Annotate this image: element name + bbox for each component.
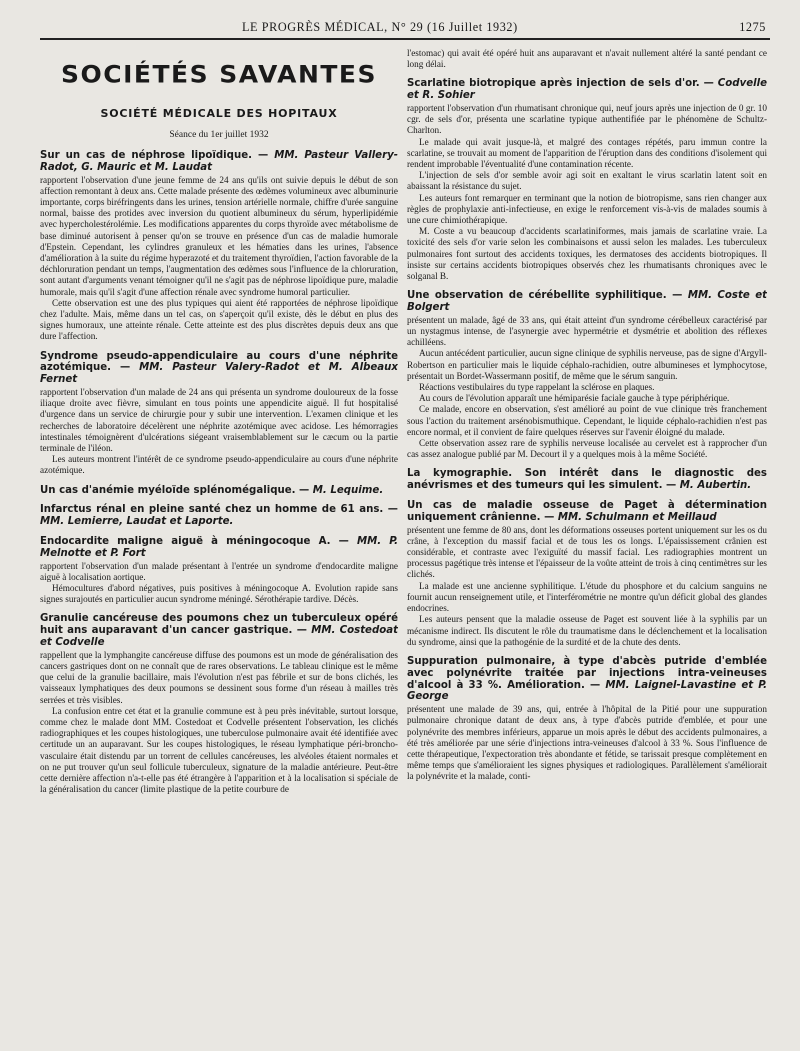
article-authors: MM. Pasteur Vallery-Radot, G. Mauric et M. Laudat (40, 150, 398, 173)
article-heading (407, 468, 767, 492)
article-paragraph: présentent une femme de 80 ans, dont les déformations osseuses portent uniquement sur les os du crâne, à l'exception du massif facial et de tous les os longs. L'épaississement crânien est considérable, et contraste avec l'exiguïté du massif facial. Les radiographies montrent un processus pagétique très intense et l'épaisseur de la voûte atteint de trois à cinq centimètres sur les clichés. (407, 524, 767, 580)
right-column (407, 48, 767, 1038)
article-title: Un cas d'anémie myéloïde splénomégalique. — (40, 484, 310, 496)
article-paragraph: Le malade qui avait jusque-là, et malgré des contages répétés, paru immun contre la scarlatine, se trouvait au moment de l'apparition de l'éruption dans des conditions d'isolement qui rendent improbable l'éventualité d'une contamination récente. (407, 136, 767, 170)
continuation-paragraph: l'estomac) qui avait été opéré huit ans auparavant et n'avait nullement altéré la santé pendant ce long délai. (407, 48, 767, 70)
article-authors: MM. Laignel-Lavastine et P. George (407, 679, 767, 703)
left-articles (40, 150, 398, 795)
article-paragraph: Les auteurs montrent l'intérêt de ce syndrome pseudo-appendiculaire au cours d'une néphrite azotémique. (40, 454, 398, 476)
article-heading (407, 78, 767, 102)
article-paragraph: présentent une malade de 39 ans, qui, entrée à l'hôpital de la Pitié pour une suppuration pulmonaire chronique datant de deux ans, à type d'abcès putride d'emblée, et pour une polynévrite des membres inférieurs, apparue un mois après le début des accidents pulmonaires, a été très améliorée par une série d'injections intra-veineuses d'alcool à 33 %. Sous l'influence de cette thérapeutique, l'expectoration très abondante et fétide, se tarissait presque complètement en même temps que s'amélioraient les signes physiques et radiologiques. Parallèlement s'améliorait la polynévrite et la malade, conti- (407, 704, 767, 782)
running-head (40, 18, 770, 40)
right-articles (407, 78, 767, 782)
article (40, 536, 398, 605)
article-title: Granulie cancéreuse des poumons chez un tuberculeux opéré huit ans auparavant d'un cancer gastrique. — (40, 613, 398, 637)
article-title: Syndrome pseudo-appendiculaire au cours d'une néphrite azotémique. — (40, 350, 398, 374)
article-authors: MM. Lemierre, Laudat et Laporte. (40, 516, 234, 528)
article-paragraph: M. Coste a vu beaucoup d'accidents scarlatiniformes, mais jamais de scarlatine vraie. La toxicité des sels d'or varie selon les combinaisons et aussi selon les malades. Les tuberculeux pulmonaires font surtout des accidents toxiques, les dermatoses des accidents biotropiques. Il insiste sur certains accidents biotropiques observés chez les rhumatisants chroniques avec le solganal B. (407, 226, 767, 282)
article-paragraph: Réactions vestibulaires du type rappelant la sclérose en plaques. (419, 382, 655, 393)
society-title: SOCIÉTÉ MÉDICALE DES HOPITAUX (100, 107, 338, 120)
article-paragraph: Aucun antécédent particulier, aucun signe clinique de syphilis nerveuse, pas de signe d'Argyll-Robertson en particulier mais le liquide céphalo-rachidien, outre albumineses et lymphocytose, présentait un Bordet-Wassermann positif, de même que le sérum sanguin. (407, 348, 767, 381)
article-paragraph: Cette observation est une des plus typiques qui aient été rapportées de néphrose lipoïdique chez l'adulte. Mais, même dans un tel cas, on s'aperçoit qu'il existe, dès le début en plus des signes humoraux, une atteinte rénale. Cette atteinte est des plus discrètes depuis deux ans que dure l'affection. (40, 297, 398, 342)
article-paragraph: Au cours de l'évolution apparaît une hémiparésie faciale gauche à type périphérique. (419, 393, 730, 404)
journal-title: LE PROGRÈS MÉDICAL, N° 29 (16 Juillet 1932) (242, 20, 518, 34)
article-title: Une observation de cérébellite syphilitique. — (407, 290, 683, 302)
article-paragraph: présentent un malade, âgé de 33 ans, qui était atteint d'un syndrome cérébelleux caractérisé par un nystagmus intense, de l'asynergie avec hypermétrie et dysmétrie et abolition des réflexes achilléens. (407, 314, 767, 348)
article (40, 351, 398, 477)
article-title: La kymographie. Son intérêt dans le diagnostic des anévrismes et des tumeurs qui les simulent. — (407, 468, 767, 492)
article-heading (40, 504, 398, 528)
article-paragraph: Ce malade, encore en observation, s'est amélioré au point de vue clinique très franchement sous l'action du traitement arsénobismuthique. Cependant, le liquide céphalo-rachidien n'est pas encore normal, et il convient de faire quelques réserves sur l'avenir éloigné du malade. (407, 404, 767, 437)
article-title: Suppuration pulmonaire, à type d'abcès putride d'emblée avec polynévrite traitée par injections intra-veineuses d'alcool à 33 %. Amélioration. — (407, 655, 767, 691)
article-paragraph: L'injection de sels d'or semble avoir agi soit en exaltant le virus scarlatin latent soit en abaissant la résistance du sujet. (407, 170, 767, 192)
article-heading (40, 485, 398, 497)
article (40, 504, 398, 528)
article-paragraph: Les auteurs font remarquer en terminant que la notion de biotropisme, sans rien changer aux règles de prophylaxie anti-infectieuse, en exige le renforcement vis-à-vis de malades soumis à une cure chimiothérapique. (407, 192, 767, 226)
article-heading (407, 290, 767, 314)
article-authors: Codvelle et R. Sohier (407, 78, 767, 102)
article-heading (40, 613, 398, 648)
article-authors: MM. Pasteur Valery-Radot et M. Albeaux Fernet (40, 362, 398, 386)
article-authors: M. Aubertin. (679, 480, 752, 492)
article-title: Sur un cas de néphrose lipoïdique. — (40, 150, 269, 161)
article (40, 150, 398, 343)
article (407, 290, 767, 460)
article-paragraph: rapportent l'observation d'un rhumatisant chronique qui, neuf jours après une injection de 0 gr. 10 cgr. de sels d'or, présenta une scarlatine typique authentifiée par le phénomène de Schultz-Charlton. (407, 103, 767, 136)
article-authors: M. Lequime. (312, 484, 384, 496)
article-title: Endocardite maligne aiguë à méningocoque A. — (40, 536, 349, 548)
continuation-text (407, 48, 767, 70)
article-paragraph: rappellent que la lymphangite cancéreuse diffuse des poumons est un mode de généralisation des cancers gastriques dont on ne connaît que de rares observations. Le tableau clinique est le même que celui de la granulie bacillaire, mais l'évolution n'est pas fébrile et sur de bons clichés, les vaisseaux lymphatiques des deux poumons se dessinent sous forme d'un réseau à mailles très serrées et très visibles. (40, 649, 398, 705)
article-paragraph: Les auteurs pensent que la maladie osseuse de Paget est souvent liée à la syphilis par un mécanisme indirect. Ils discutent le rôle du traumatisme dans le déclenchement et la localisation du syndrome, ainsi que la pathogénie de la surdité et de la chute des dents. (407, 614, 767, 647)
article (407, 656, 767, 783)
article-paragraph: rapportent l'observation d'un malade présentant à l'entrée un syndrome d'endocardite maligne aiguë à localisation aortique. (40, 560, 398, 582)
article (407, 500, 767, 648)
left-column (40, 48, 398, 1038)
article-title: Infarctus rénal en pleine santé chez un homme de 61 ans. — (40, 504, 398, 516)
article-authors: MM. Coste et Bolgert (407, 290, 767, 314)
article-heading (40, 351, 398, 386)
article (407, 78, 767, 282)
article (40, 485, 398, 497)
article-heading (407, 656, 767, 703)
article-paragraph: Cette observation assez rare de syphilis nerveuse localisée au cervelet est à rapprocher d'un cas assez analogue publié par M. Decourt il y a quelques mois à la même Société. (407, 438, 767, 460)
page-number: 1275 (739, 20, 766, 34)
article-authors: MM. Schulmann et Meillaud (557, 511, 717, 523)
session-date: Séance du 1er juillet 1932 (169, 130, 269, 140)
article-paragraph: rapportent l'observation d'une jeune femme de 24 ans qu'ils ont suivie depuis le début de son affection remontant à deux ans. Cette malade présente des œdèmes volumineux avec albuminurie importante, corps biréfringents dans les urines, tension artérielle normale, chiffre d'urée sanguine normal, baisse des protides avec inversion du quotient albumineux du sérum, hyperlipidémie avec hypercholestérolémie. Les modifications apparentes du corps thyroïde avec métabolisme de base diminué autorisent à penser qu'on se trouve en présence d'un cas de maladie humorale d'Epstein. Cependant, les cylindres granuleux et les hématies dans les urines, l'absence d'amélioration à la suite du régime hyperazoté et du traitement thyroïdien, l'action favorable de la déchloruration pendant un temps, l'augmentation des œdèmes sous l'influence de la chloruration, sont autant d'arguments venant témoigner qu'il ne s'agit pas de néphrose lipoïdique pure, maladie humorale, mais qu'il s'agit d'une affection rénale avec syndrome humoral particulier. (40, 174, 398, 297)
article (40, 613, 398, 795)
article-paragraph: La confusion entre cet état et la granulie commune est à peu près inévitable, surtout lorsque, comme chez le malade dont MM. Costedoat et Codvelle présentent l'observation, les clichés radiographiques et les coupes histologiques, une tuberculose pulmonaire avait été identifiée avec certitude un an auparavant. Sur les coupes histologiques, le réseau lymphatique péri-broncho-vasculaire était distendu par un torrent de cellules cancéreuses, les alvéoles étaient normales et on ne put trouver qu'un seul follicule tuberculeux, signature de la maladie antérieure. Peut-être cette dernière affection n'a-t-elle pas été étrangère à l'apparition et à la localisation si spéciale de la généralisation du cancer (limite plastique de la petite courbure de (40, 705, 398, 795)
article-heading (40, 536, 398, 560)
article-title: Scarlatine biotropique après injection de sels d'or. — (407, 78, 714, 90)
article-heading (40, 150, 398, 174)
article-paragraph: rapportent l'observation d'un malade de 24 ans qui présenta un syndrome douloureux de la fosse iliaque droite avec fièvre, simulant en tous points une appendicite aiguë. Il fut hospitalisé d'urgence dans un service de chirurgie pour y subir une intervention. L'examen clinique et les recherches de laboratoire décelèrent une néphrite azotémique avec acidose. Les hémorragies intestinales témoignèrent d'ulcérations siégeant vraisemblablement sur le cæcum ou la partie terminale de l'iléon. (40, 387, 398, 454)
section-title: SOCIÉTÉS SAVANTES (60, 60, 378, 89)
article (407, 468, 767, 492)
article-authors: MM. Costedoat et Codvelle (40, 625, 398, 649)
article-title: Un cas de maladie osseuse de Paget à détermination uniquement crânienne. — (407, 500, 767, 523)
article-heading (407, 500, 767, 524)
article-paragraph: La malade est une ancienne syphilitique. L'étude du phosphore et du calcium sanguins ne fournit aucun renseignement utile, et l'interférométrie ne montre qu'un déficit global des glandes endocrines. (407, 580, 767, 614)
article-paragraph: Hémocultures d'abord négatives, puis positives à méningocoque A. Evolution rapide sans signes surajoutés en particulier aucun syndrome méningé. Sérothérapie tardive. Décès. (40, 583, 398, 605)
article-authors: MM. P. Melnotte et P. Fort (40, 536, 398, 559)
